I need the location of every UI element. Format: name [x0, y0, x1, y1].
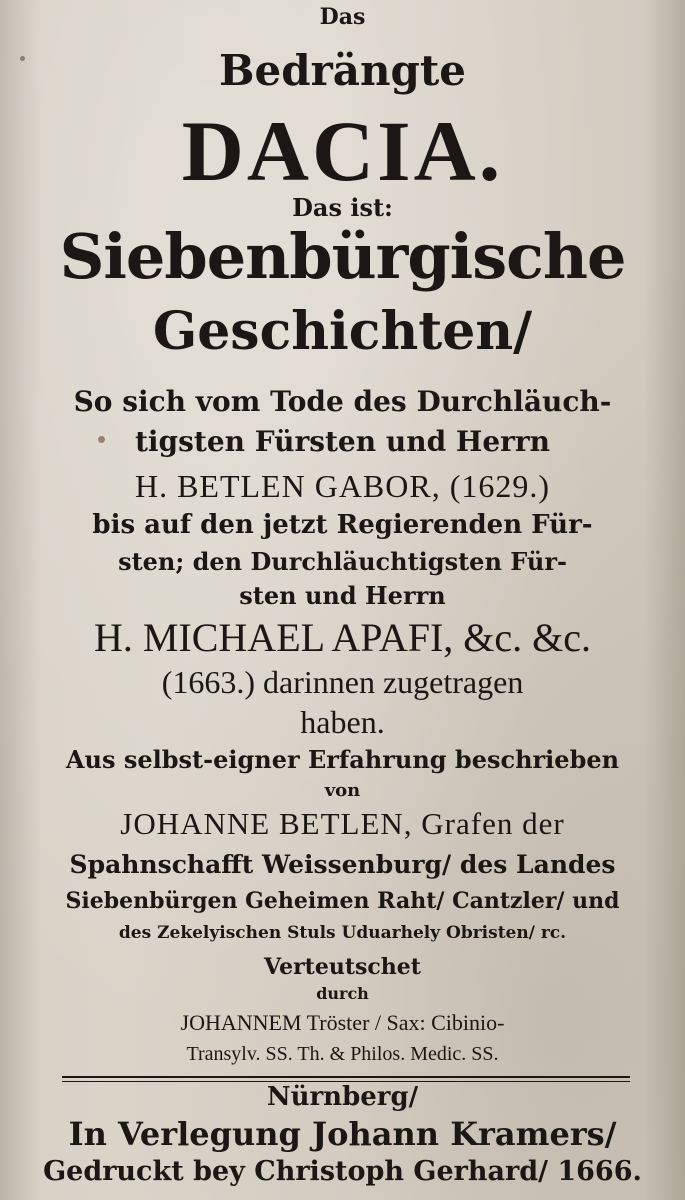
subtitle-line-4: bis auf den jetzt Regierenden Für-: [92, 510, 593, 540]
author-title-3: des Zekelyischen Stuls Uduarhely Obristen/ rc.: [118, 923, 567, 943]
subtitle-line-5: sten; den Durchläuchtigsten Für-: [118, 547, 567, 576]
imprint-publisher: In Verlegung Johann Kramers/: [68, 1115, 617, 1153]
title-main: DACIA.: [181, 103, 504, 199]
subtitle-line-6: sten und Herrn: [239, 581, 446, 610]
title-article: Das: [319, 4, 366, 30]
translator-intro: Verteutschet: [264, 954, 421, 980]
title-adjective: Bedrängte: [219, 46, 466, 95]
translator-name: JOHANNEM Tröster / Sax: Cibinio-: [180, 1010, 505, 1035]
subtitle-line-2: tigsten Fürsten und Herrn: [134, 425, 551, 458]
author-name: JOHANNE BETLEN, Grafen der: [120, 806, 565, 841]
translator-durch: durch: [316, 984, 369, 1003]
author-von: von: [324, 780, 361, 801]
imprint-rule: [62, 1076, 630, 1078]
title-subject: Siebenbürgische: [59, 220, 626, 293]
subtitle-line-7: H. MICHAEL APAFI, &c. &c.: [93, 615, 592, 660]
imprint-place: Nürnberg/: [266, 1082, 419, 1112]
title-histories: Geschichten/: [152, 301, 533, 362]
author-title-1: Spahnschafft Weissenburg/ des Landes: [69, 850, 616, 879]
author-intro: Aus selbst-eigner Erfahrung beschrieben: [65, 745, 620, 774]
subtitle-line-3: H. BETLEN GABOR, (1629.): [134, 468, 551, 504]
title-connector: Das ist:: [292, 193, 393, 222]
author-title-2: Siebenbürgen Geheimen Raht/ Cantzler/ und: [65, 888, 620, 914]
imprint-printer: Gedruckt bey Christoph Gerhard/ 1666.: [43, 1156, 642, 1187]
subtitle-line-1: So sich vom Tode des Durchläuch-: [73, 385, 612, 418]
subtitle-line-8: (1663.) darinnen zugetragen: [161, 664, 524, 700]
paper-stain: [20, 56, 25, 61]
subtitle-line-9: haben.: [300, 704, 385, 740]
paper-stain: [98, 436, 105, 443]
translator-credentials: Transylv. SS. Th. & Philos. Medic. SS.: [186, 1043, 499, 1065]
